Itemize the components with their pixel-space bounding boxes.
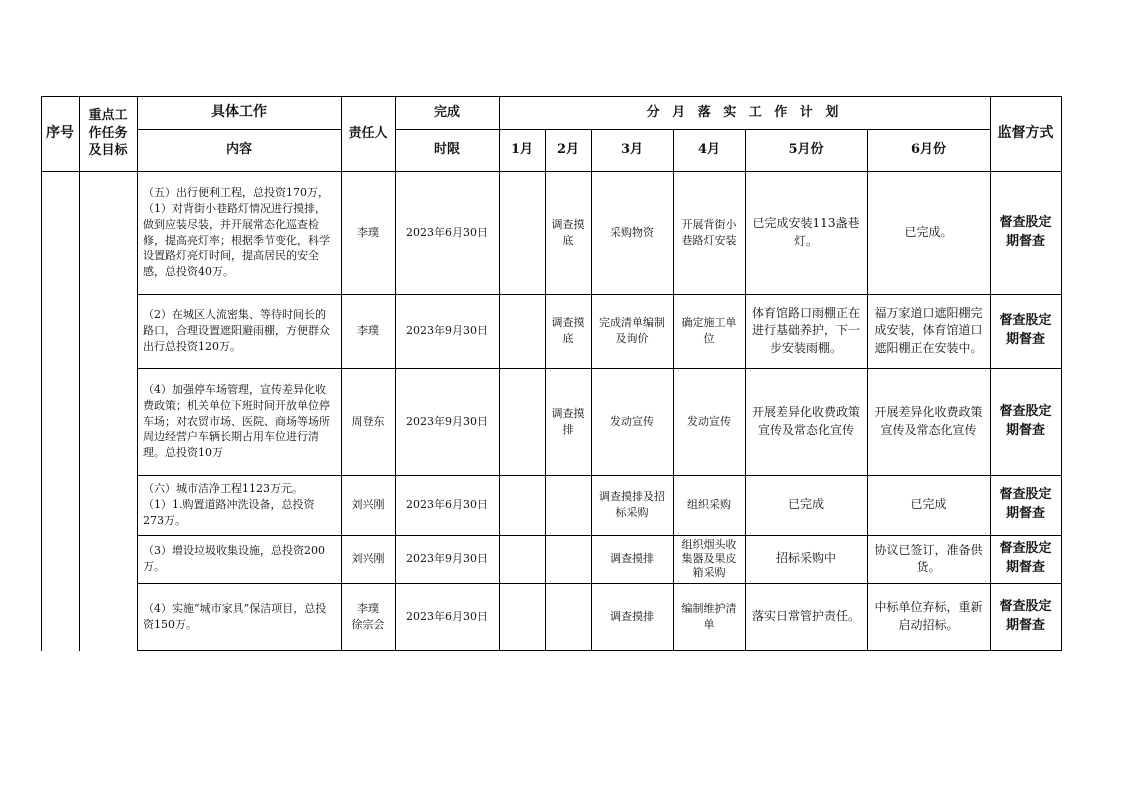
row-6-owner: 李璞 徐宗会 [351,601,385,631]
row-3-may: 开展差异化收费政策宣传及常态化宣传 [751,405,860,437]
row-1-content: （五）出行便利工程，总投资170万，（1）对背街小巷路灯情况进行摸排，做到应装尽装，并开展常态化巡查检修，提高亮灯率；根据季节变化，科学设置路灯亮灯时间，提高居民的安全感，总投资40万。 [143,185,330,279]
row-3-content: （4）加强停车场管理，宣传差异化收费政策；机关单位下班时间开放单位停车场；对农贸市场、医院、商场等场所周边经营户车辆长期占用车位进行清理。总投资10万 [143,382,330,460]
row-6-jun: 中标单位弃标，重新启动招标。 [874,600,983,632]
header-task: 重点工作任务及目标 [88,108,128,159]
row-3-owner: 周登东 [351,414,385,428]
row-6-supervision: 督查股定期督查 [999,598,1052,633]
header-content: 内容 [225,142,252,158]
row-2-content: （2）在城区人流密集、等待时间长的路口，合理设置遮阳避雨棚，方便群众出行总投资120万。 [143,308,330,353]
row-3-jan [499,368,545,475]
header-month-1: 1月 [510,142,534,158]
row-4-apr: 组织采购 [687,498,731,512]
header-owner: 责任人 [348,125,388,141]
row-5-content: （3）增设垃圾收集设施，总投资200万。 [143,544,325,573]
header-monthly-plan: 分 月 落 实 工 作 计 划 [646,104,843,120]
row-4-content: （六）城市洁净工程1123万元。 （1）1.购置道路冲洗设备，总投资273万。 [143,482,315,527]
row-2-may: 体育馆路口雨棚正在进行基础养护，下一步安装雨棚。 [751,305,860,355]
row-3-apr: 发动宣传 [687,414,731,428]
row-3-feb: 调查摸排 [551,406,585,436]
header-month-2: 2月 [556,142,580,158]
row-1-deadline: 2023年6月30日 [406,225,488,239]
row-5-supervision: 督查股定期督查 [999,541,1052,575]
row-4-feb [545,475,591,535]
header-deadline: 时限 [433,142,460,158]
row-1-jan [499,171,545,294]
header-supervision: 监督方式 [997,125,1054,142]
row-5-apr: 组织烟头收集器及果皮箱采购 [681,538,737,579]
row-4-may: 已完成 [787,497,824,512]
row-1-feb: 调查摸底 [551,217,585,247]
row-1-supervision: 督查股定期督查 [999,214,1052,249]
row-6-deadline: 2023年6月30日 [406,609,488,623]
row-4-supervision: 督查股定期督查 [999,487,1052,521]
row-4-mar: 调查摸排及招标采购 [599,490,665,519]
row-6-apr: 编制维护清单 [681,601,737,631]
row-4-jun: 已完成 [910,497,947,512]
header-month-4: 4月 [697,142,721,158]
row-2-jun: 福万家道口遮阳棚完成安装，体育馆道口遮阳棚正在安装中。 [874,305,983,355]
row-3-deadline: 2023年9月30日 [406,414,488,428]
row-6-may: 落实日常管护责任。 [751,608,860,623]
row-5-jun: 协议已签订，准备供货。 [874,542,983,574]
row-1-jun: 已完成。 [904,224,953,239]
row-5-owner: 刘兴刚 [351,552,385,566]
row-6-mar: 调查摸排 [610,609,654,623]
row-4-owner: 刘兴刚 [351,498,385,512]
row-2-feb: 调查摸底 [551,316,585,345]
row-3-mar: 发动宣传 [610,414,654,428]
row-1-apr: 开展背街小巷路灯安装 [681,217,737,247]
row-6-jan [499,583,545,650]
header-month-6: 6月份 [910,142,947,158]
row-2-mar: 完成清单编制及询价 [599,316,665,345]
header-complete: 完成 [433,104,460,120]
row-5-mar: 调查摸排 [610,552,654,566]
row-5-deadline: 2023年9月30日 [406,552,488,566]
row-3-supervision: 督查股定期督查 [999,403,1052,438]
row-2-jan [499,294,545,368]
header-seq: 序号 [46,125,74,142]
row-1-mar: 采购物资 [610,225,654,239]
row-4-deadline: 2023年6月30日 [406,498,488,512]
row-3-jun: 开展差异化收费政策宣传及常态化宣传 [874,405,983,437]
header-specific-work: 具体工作 [211,104,267,121]
row-1-may: 已完成安装113盏巷灯。 [752,216,860,248]
header-month-3: 3月 [620,142,644,158]
row-5-may: 招标采购中 [775,551,836,566]
row-5-feb [545,535,591,583]
row-5-jan [499,535,545,583]
header-month-5: 5月份 [788,142,824,158]
row-1-owner: 李璞 [357,225,379,239]
row-2-owner: 李璞 [357,324,379,338]
row-2-apr: 确定施工单位 [681,316,737,345]
row-4-jan [499,475,545,535]
row-2-supervision: 督查股定期督查 [999,313,1052,347]
row-6-content: （4）实施“城市家具”保洁项目，总投资150万。 [143,601,327,631]
row-2-deadline: 2023年9月30日 [406,324,488,338]
row-6-feb [545,583,591,650]
